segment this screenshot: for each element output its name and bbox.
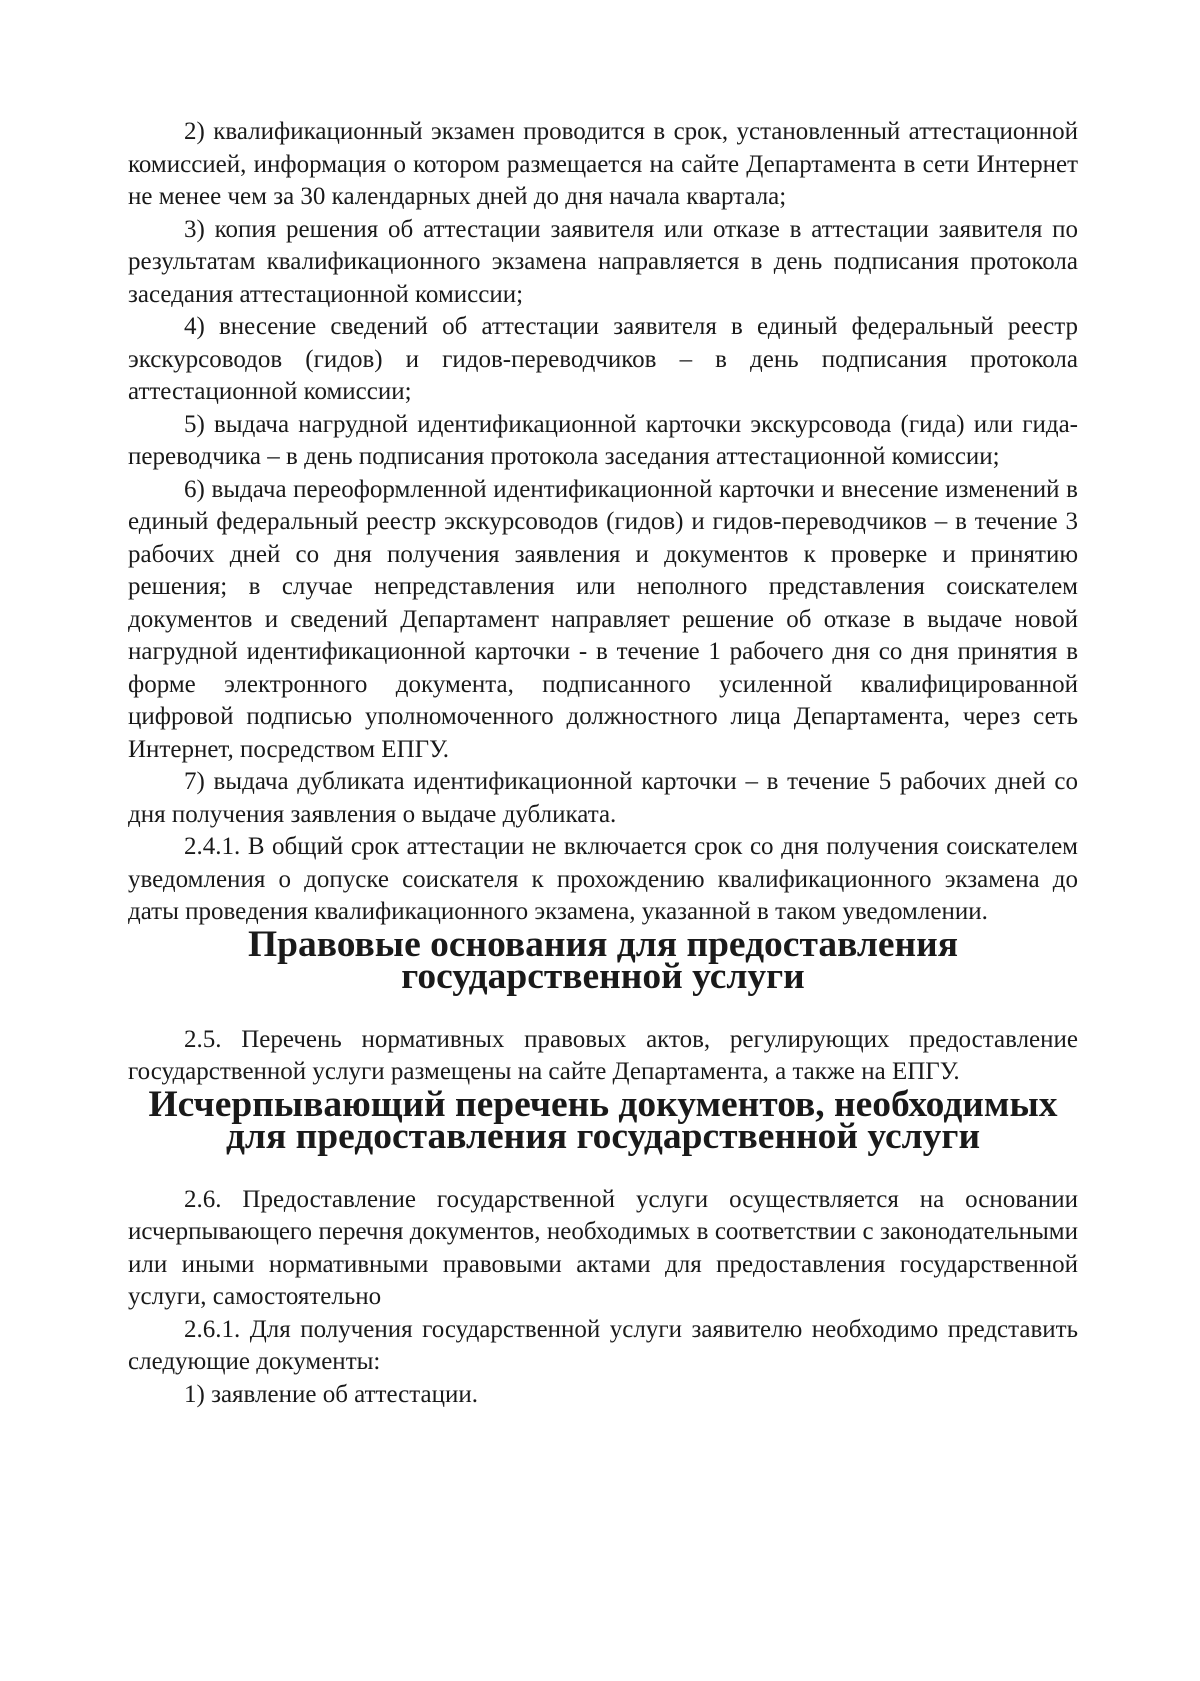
paragraph-item-5: 5) выдача нагрудной идентификационной карточки экскурсовода (гида) или гида-переводчика – в день подписания протокола заседания аттестационной комиссии; <box>128 410 1078 470</box>
paragraph-item-2: 2) квалификационный экзамен проводится в срок, установленный аттестационной комиссией, информация о котором размещается на сайте Департамента в сети Интернет не менее чем за 30 календарных дней до дня начала квартала; <box>128 118 1078 210</box>
heading-line-1: Исчерпывающий перечень документов, необходимых <box>148 1083 1058 1125</box>
paragraph-2-6: 2.6. Предоставление государственной услуги осуществляется на основании исчерпывающего перечня документов, необходимых в соответствии с законодательными или иными нормативными правовыми актами для предоставления государственной услуги, самостоятельно <box>128 1185 1078 1310</box>
document-body <box>128 116 1078 1411</box>
heading-line-2: для предоставления государственной услуги <box>225 1116 981 1157</box>
paragraph-2-4-1: 2.4.1. В общий срок аттестации не включается срок со дня получения соискателем уведомления о допуске соискателя к прохождению квалификационного экзамена до даты проведения квалификационного экзамена, указанной в таком уведомлении. <box>128 833 1078 925</box>
paragraph-2-5: 2.5. Перечень нормативных правовых актов, регулирующих предоставление государственной услуги размещены на сайте Департамента, а также на ЕПГУ. <box>128 1025 1078 1085</box>
paragraph-item-7: 7) выдача дубликата идентификационной карточки – в течение 5 рабочих дней со дня получения заявления о выдаче дубликата. <box>128 768 1078 828</box>
paragraph-2-6-1: 2.6.1. Для получения государственной услуги заявителю необходимо представить следующие документы: <box>128 1315 1078 1375</box>
paragraph-item-4: 4) внесение сведений об аттестации заявителя в единый федеральный реестр экскурсоводов (гидов) и гидов-переводчиков – в день подписания протокола аттестационной комиссии; <box>128 313 1078 405</box>
paragraph-item-3: 3) копия решения об аттестации заявителя или отказе в аттестации заявителя по результатам квалификационного экзамена направляется в день подписания протокола заседания аттестационной комиссии; <box>128 215 1078 308</box>
section-heading-documents-list <box>128 1083 1078 1157</box>
paragraph-item-1-application: 1) заявление об аттестации. <box>184 1380 478 1408</box>
section-heading-legal-basis: Правовые основания для предоставления государственной услуги <box>247 923 959 997</box>
paragraph-item-6: 6) выдача переоформленной идентификационной карточки и внесение изменений в единый федеральный реестр экскурсоводов (гидов) и гидов-переводчиков – в течение 3 рабочих дней со дня получения заявления и документов к проверке и принятию решения; в случае непредставления или неполного представления соискателем документов и сведений Департамент направляет решение об отказе в выдаче новой нагрудной идентификационной карточки - в течение 1 рабочего дня со дня принятия в форме электронного документа, подписанного усиленной квалифицированной цифровой подписью уполномоченного должностного лица Департамента, через сеть Интернет, посредством ЕПГУ. <box>128 475 1078 763</box>
